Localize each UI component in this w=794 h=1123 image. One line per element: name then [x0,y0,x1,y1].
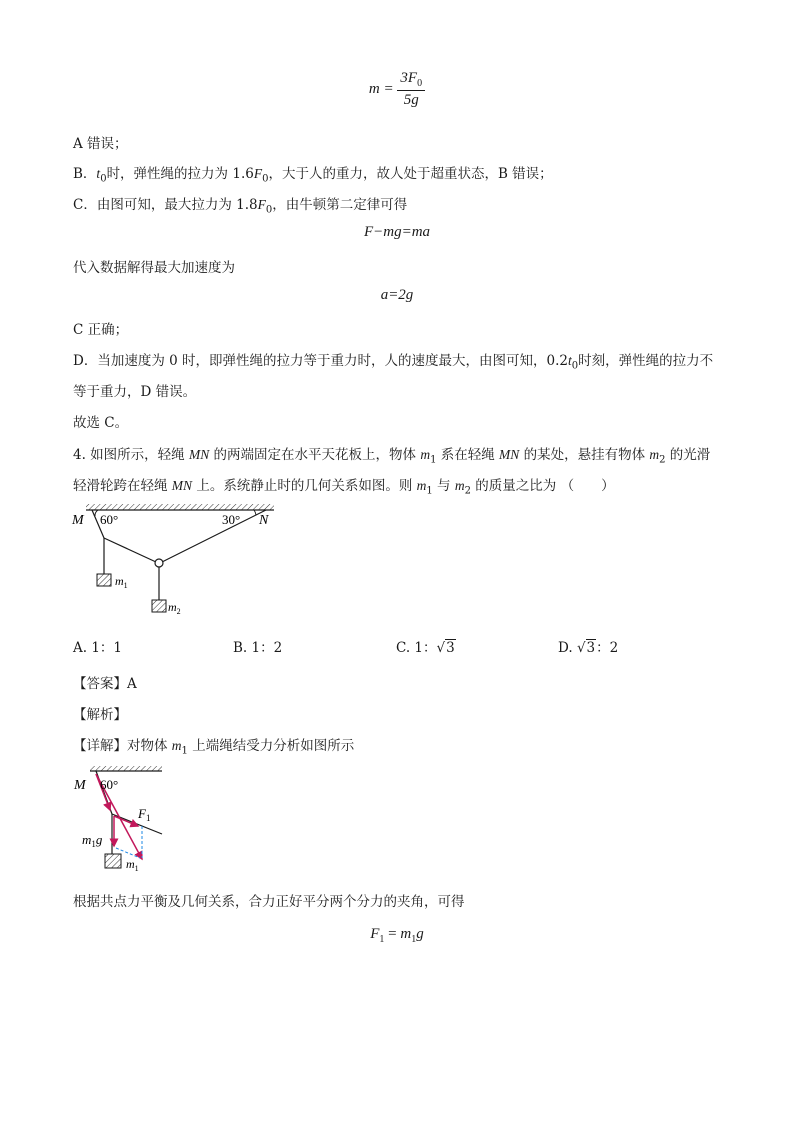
fraction: $\frac{3F_0}{5g}$ [397,70,425,109]
detail-line: 【详解】对物体 $m_1$ 上端绳结受力分析如图所示 [73,738,355,757]
question-4-line-1: 4. 如图所示，轻绳 MN 的两端固定在水平天花板上，物体 $m_1$ 系在轻绳 MN 的某处，悬挂有物体 $m_2$ 的光滑 [73,447,711,466]
sqrt-symbol: √3 [436,640,455,656]
equation-acceleration: a=2g [380,287,414,303]
line-balance: 根据共点力平衡及几何关系，合力正好平分两个分力的夹角，可得 [73,894,465,910]
figure-pulley-system [70,500,290,620]
analysis-tag: 【解析】 [73,707,127,723]
line-d-2: 等于重力，D 错误。 [73,384,197,400]
rope-middle [104,538,156,562]
sqrt-symbol: √3 [576,640,596,656]
line-select-c: 故选 C。 [73,415,129,431]
line-c: C．由图可知，最大拉力为 $1.8F_0$，由牛顿第二定律可得 [73,197,408,216]
option-a[interactable]: A. 1：1 [73,640,123,656]
label-N: N [259,513,269,528]
option-c[interactable]: C. 1：√3 [396,640,455,656]
rope-right [162,510,266,562]
angle-arc-right [254,510,256,515]
label-m1: $m_1$ [126,857,139,872]
label-M: M [72,513,84,528]
line-c-correct: C 正确； [73,322,129,338]
label-m1: $m_1$ [115,574,128,590]
label-m2: $m_2$ [168,600,181,616]
ceiling [90,766,162,771]
line-a-wrong: A 错误； [73,136,128,152]
label-angle: 60° [100,777,119,792]
line-substitute: 代入数据解得最大加速度为 [73,260,235,276]
block-m2 [152,600,166,612]
ceiling [86,504,274,510]
option-d[interactable]: D. √3：2 [558,640,619,656]
equation-mass: m = $\frac{3F_0}{5g}$ [0,70,794,109]
equation-newton: F−mg=ma [363,224,431,240]
line-d-1: D．当加速度为 0 时，即弹性绳的拉力等于重力时，人的速度最大，由图可知，$0.2t_0$时刻，弹性绳的拉力不 [73,353,714,372]
label-m1g: $m_1g$ [82,832,103,849]
option-b[interactable]: B. 1：2 [233,640,283,656]
label-angle-left: 60° [100,512,119,527]
force-f1-arrow [114,816,138,826]
label-angle-right: 30° [222,512,241,527]
answer-line: 【答案】A [73,676,137,692]
pulley-icon [155,559,163,567]
figure-force-analysis [70,762,180,872]
label-M: M [74,778,86,793]
question-4-line-2: 轻滑轮跨在轻绳 MN 上。系统静止时的几何关系如图。则 $m_1$ 与 $m_2$ 的质量之比为 （ ） [73,478,615,497]
block-m1 [97,574,111,586]
label-F1: $F_1$ [138,806,151,823]
block-m1 [105,854,121,868]
line-b: B．$t_0$时，弹性绳的拉力为 $1.6F_0$，大于人的重力，故人处于超重状态，B 错误； [73,166,553,185]
equation-f1: $F_1 = m_1g$ [370,926,424,945]
angle-arc-left [95,510,98,516]
